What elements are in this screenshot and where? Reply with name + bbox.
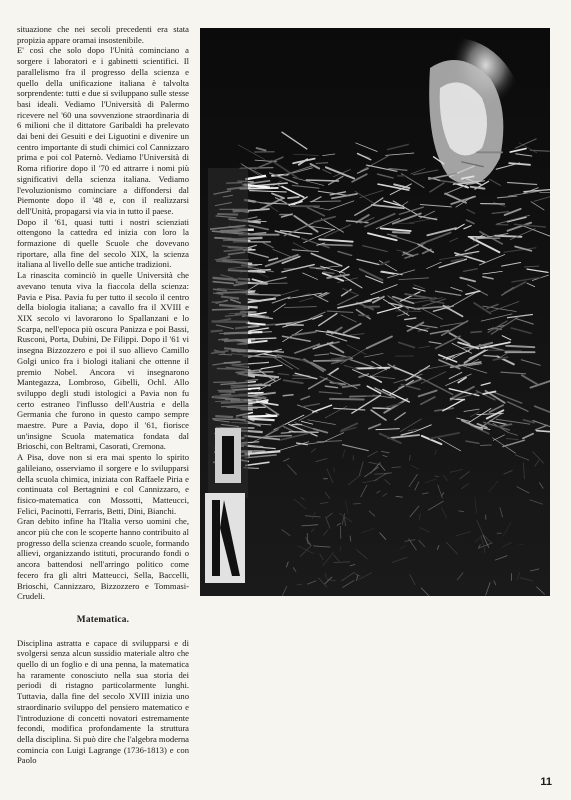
paragraph-4: La rinascita cominciò in quelle Università che avevano tenuta viva la fiaccola della scienza: Pavia e Pisa. Pavia fu per tutto il secolo il centro della biologia italiana; a cavallo fra il XVIII e XIX secolo vi lavorarono lo Spallanzani e lo Scarpa, nell'epoca più oscura Panizza e poi Bassi, Rusconi, Porta, Dubini, De Filippi. Dopo il '61 vi insegna Bizzozzero e poi il suo allievo Camillo Golgi unico fra i biologi italiani che ottenne il premio Nobel. Ancora vi insegnarono Mantegazza, Lombroso, Gibelli, Ochl. Allo sviluppo degli studi istologici a Pavia non fu certo estraneo l'influsso dell'Austria e della Germania che furono in questo campo sempre maestre. Pure a Pavia, dopo il '61, fiorisce un'insigne Scuola matematica fondata dal Brioschi, con Beltrami, Casorati, Cremona. (17, 270, 189, 452)
text-column (17, 24, 189, 766)
paragraph-3: Dopo il '61, quasi tutti i nostri scienziati ottengono la cattedra ed inizia con loro la formazione di quelle Scuole che dovevano riportare, alla fine del secolo XIX, la scienza italiana al livello delle sue antiche tradizioni. (17, 216, 189, 270)
paragraph-2: E' così che solo dopo l'Unità cominciano a sorgere i laboratori e i gabinetti scientifici. Il parallelismo fra il progresso della scienza e quello della unificazione italiana è talvolta sorprendente: tutti e due si sviluppano sulle stesse basi ideali. Vediamo l'Università di Palermo ricevere nel '60 una sovvenzione straordinaria di 6 milioni che il dittatore Garibaldi ha prelevato dai beni dei Gesuiti e dei Liguotini e divenire un centro importante di studi chimici col Cannizzaro prima e poi col Paternò. Vediamo l'Università di Roma rifiorire dopo il '70 ed attrarre i nomi più significativi della scienza italiana. Vediamo l'evoluzionismo cominciare a diffondersi dal Piemonte dopo il '48 e, con il realizzarsi dell'Unità, propagarsi via via in tutto il paese. (17, 45, 189, 216)
section-title: Matematica. (76, 614, 130, 625)
abstract-sculpture-photo-icon (200, 28, 550, 596)
paragraph-1: situazione che nei secoli precedenti era stata propizia appare oramai insostenibile. (17, 24, 189, 45)
paragraph-6: Gran debito infine ha l'Italia verso uomini che, ancor più che con le scoperte hanno contribuito al progresso della scienza creando scuole, formando allievi, organizzando istituti, procurando fondi o ancora battendosi nell'arringo politico come fecero fra gli altri Matteucci, Sella, Baccelli, Brioschi, Cannizzaro, Bizzozzero e Tommasi-Crudeli. (17, 516, 189, 602)
paragraph-5: A Pisa, dove non si era mai spento lo spirito galileiano, osserviamo il sorgere e lo svilupparsi della scuola chimica, iniziata con Raffaele Piria e continuata col Bertagnini e col Cannizzaro, e fisico-matematica con Mossotti, Matteucci, Felici, Pacinotti, Ferraris, Betti, Dini, Bianchi. (17, 452, 189, 516)
page-number: 11 (540, 776, 552, 788)
section-paragraph-1: Disciplina astratta e capace di svilupparsi e di svolgersi senza alcun sussidio materiale altro che quello di un foglio e di una penna, la matematica ha raramente conosciuto nella sua storia dei periodi di ristagno particolarmente lunghi. Tuttavia, dalla fine del secolo XVIII inizia uno straordinario sviluppo del pensiero matematico e l'introduzione di concetti novatori estremamente fecondi, modifica profondamente la struttura della disciplina. Si può dire che l'algebra moderna comincia con Luigi Lagrange (1736-1813) e con Paolo (17, 637, 189, 766)
sculpture-photo (200, 28, 550, 596)
